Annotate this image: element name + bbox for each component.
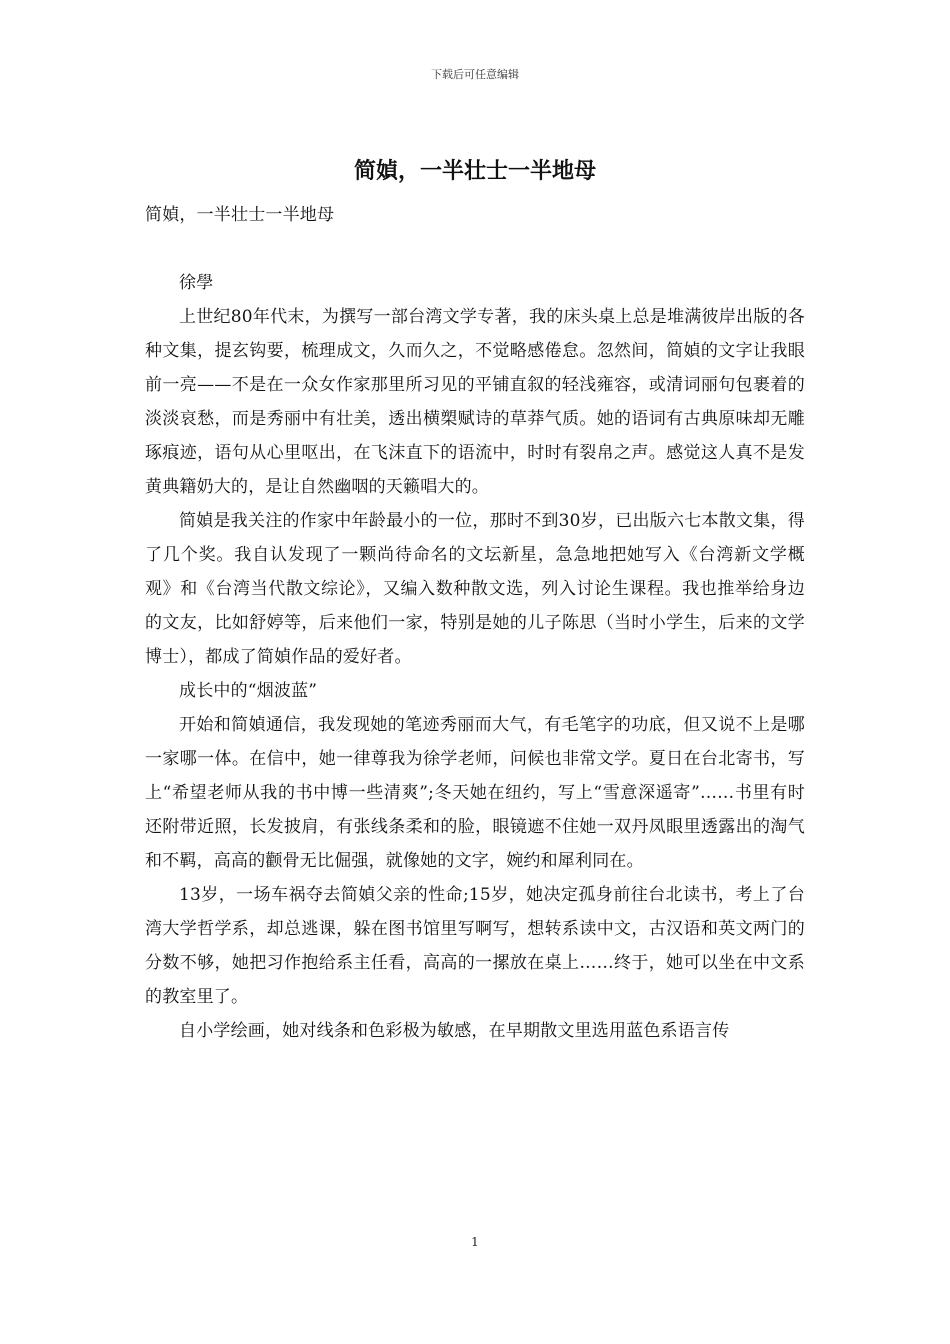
paragraph: 13岁，一场车祸夺去简媜父亲的性命;15岁，她决定孤身前往台北读书，考上了台湾大学哲学系，却总逃课，躲在图书馆里写啊写，想转系读中文，古汉语和英文两门的分数不够，她把习作抱给系主任看，高高的一摞放在桌上……终于，她可以坐在中文系的教室里了。	[145, 885, 805, 1007]
paragraph: 简媜是我关注的作家中年龄最小的一位，那时不到30岁，已出版六七本散文集，得了几个奖。我自认发现了一颗尚待命名的文坛新星，急急地把她写入《台湾新文学概观》和《台湾当代散文综论》，又编入数种散文选，列入讨论生课程。我也推举给身边的文友，比如舒婷等，后来他们一家，特别是她的儿子陈思（当时小学生，后来的文学博士），都成了简媜作品的爱好者。	[145, 511, 805, 667]
document-body	[145, 198, 805, 1048]
page-number: 1	[471, 1235, 479, 1249]
paragraph: 上世纪80年代末，为撰写一部台湾文学专著，我的床头桌上总是堆满彼岸出版的各种文集，提玄钩要，梳理成文，久而久之，不觉略感倦怠。忽然间，简媜的文字让我眼前一亮——不是在一众女作家那里所习见的平铺直叙的轻浅雍容，或清词丽句包裹着的淡淡哀愁，而是秀丽中有壮美，透出横槊赋诗的草莽气质。她的语词有古典原味却无雕琢痕迹，语句从心里呕出，在飞沫直下的语流中，时时有裂帛之声。感觉这人真不是发黄典籍奶大的，是让自然幽咽的天籁唱大的。	[145, 307, 805, 497]
author-line: 徐學	[179, 273, 214, 293]
paragraph: 自小学绘画，她对线条和色彩极为敏感，在早期散文里选用蓝色系语言传	[179, 1021, 730, 1041]
section-heading: 成长中的“烟波蓝”	[179, 681, 318, 701]
document-title: 简媜，一半壮士一半地母	[353, 158, 596, 184]
page-header-note: 下载后可任意编辑	[431, 68, 519, 81]
document-subtitle: 简媜，一半壮士一半地母	[145, 205, 335, 225]
paragraph: 开始和简媜通信，我发现她的笔迹秀丽而大气，有毛笔字的功底，但又说不上是哪一家哪一体。在信中，她一律尊我为徐学老师，问候也非常文学。夏日在台北寄书，写上“希望老师从我的书中博一些清爽”;冬天她在纽约，写上“雪意深遥寄”……书里有时还附带近照，长发披肩，有张线条柔和的脸，眼镜遮不住她一双丹凤眼里透露出的淘气和不羁，高高的颧骨无比倔强，就像她的文字，婉约和犀利同在。	[145, 715, 805, 871]
